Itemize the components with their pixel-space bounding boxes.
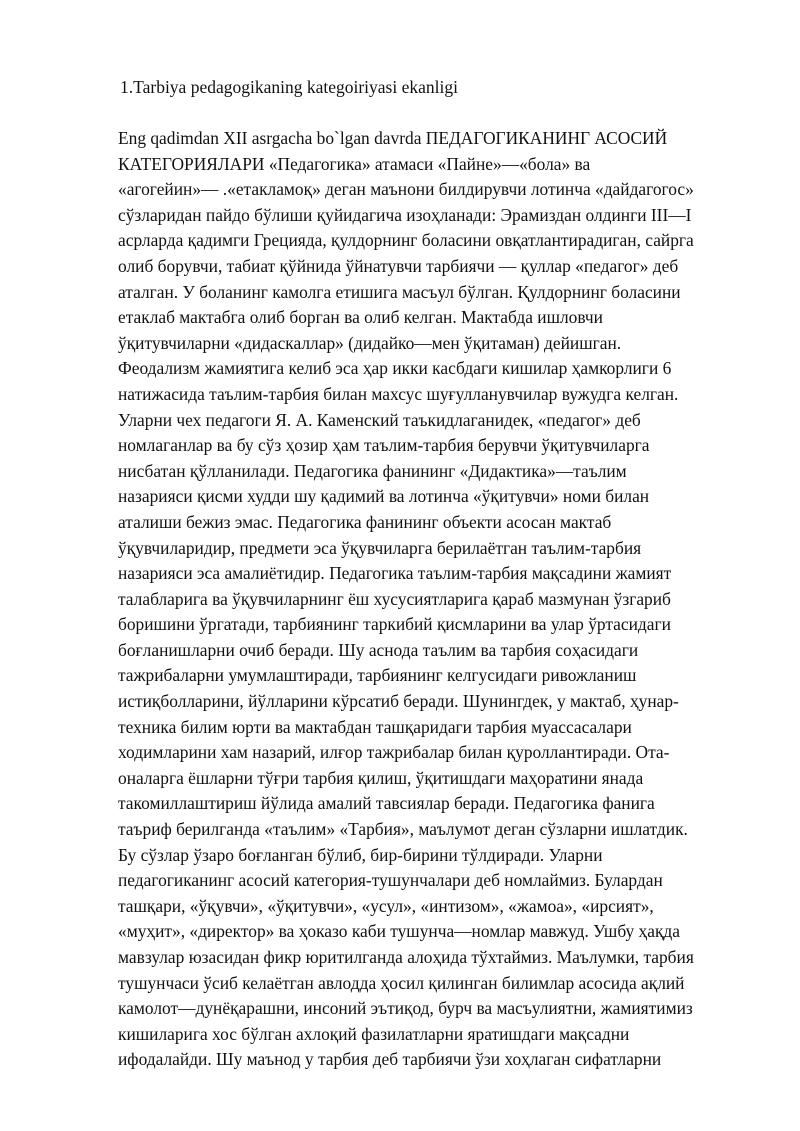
body-text-line: сўзларидан пайдо бўлиши қуйидагича изоҳланади: Эрамиздан олдинги III—I [118,204,692,225]
body-text-line: ташқари, «ўқувчи», «ўқитувчи», «усул», «интизом», «жамоа», «ирсият», [118,895,654,916]
body-text-line: тушунчаси ўсиб келаётган авлодда ҳосил қилинган билимлар асосида ақлий [118,972,685,993]
body-text-line: олиб борувчи, табиат қўйнида ўйнатувчи тарбиячи — қуллар «педагог» деб [118,255,679,276]
body-text-line: Феодализм жамиятига келиб эса ҳар икки касбдаги кишилар ҳамкорлиги 6 [118,358,672,379]
body-text-line: ходимларини хам назарий, илғор тажрибалар билан қуроллантиради. Ота- [118,742,670,763]
body-text-line: «муҳит», «директор» ва ҳоказо каби тушунча—номлар мавжуд. Ушбу ҳақда [118,921,680,942]
body-text [118,126,758,1073]
body-text-line: такомиллаштириш йўлида амалий тавсиялар беради. Педагогика фанига [118,793,655,814]
body-text-line: талабларига ва ўқувчиларнинг ёш хусусиятларига қараб мазмунан ўзгариб [118,588,671,609]
body-text-line: КАТЕГОРИЯЛАРИ «Педагогика» атамаси «Пайне»—«бола» ва [118,153,591,174]
body-text-line: боришини ўргатади, тарбиянинг таркибий қисмларини ва улар ўртасидаги [118,614,671,635]
body-text-line: ўқитувчиларни «дидаскаллар» (дидайко—мен ўқитаман) дейишган. [118,332,622,353]
body-text-line: аталган. У боланинг камолга етишига масъул бўлган. Қулдорнинг боласини [118,281,681,302]
body-text-line: «агогейин»— .«етакламоқ» деган маънони билдирувчи лотинча «дайдагогос» [118,179,694,200]
body-text-line: нисбатан қўлланилади. Педагогика фанининг «Дидактика»—таълим [118,460,627,481]
body-text-line: ифодалайди. Шу маънод у тарбия деб тарбиячи ўзи хоҳлаган сифатларни [118,1049,662,1070]
body-text-line: педагогиканинг асосий категория-тушунчалари деб номлаймиз. Булардан [118,870,663,891]
body-text-line: камолот—дунёқарашни, инсоний эътиқод, бурч ва масъулиятни, жамиятимиз [118,998,693,1019]
section-heading: 1.Tarbiya pedagogikaning kategoiriyasi ekanligi [120,77,458,97]
body-text-line: етаклаб мактабга олиб борган ва олиб келган. Мактабда ишловчи [118,307,603,328]
body-text-line: Уларни чех педагоги Я. А. Каменский таъкидлаганидек, «педагог» деб [118,409,641,430]
body-text-line: аталиши бежиз эмас. Педагогика фанининг объекти асосан мактаб [118,511,612,532]
body-text-line: ўқувчиларидир, предмети эса ўқувчиларга берилаётган таълим-тарбия [118,537,642,558]
body-text-line: мавзулар юзасидан фикр юритилганда алоҳида тўхтаймиз. Маълумки, тарбия [118,947,694,967]
body-text-line: номлаганлар ва бу сўз ҳозир ҳам таълим-тарбия берувчи ўқитувчиларга [118,435,650,456]
body-text-line: истиқболларини, йўлларини кўрсатиб беради. Шунингдек, у мактаб, ҳунар- [118,691,679,712]
body-text-line: натижасида таълим-тарбия билан махсус шуғулланувчилар вужудга келган. [118,383,679,404]
body-text-line: Eng qadimdan XII asrgacha bo`lgan davrda ПЕДАГОГИКАНИНГ АСОСИЙ [118,128,668,148]
body-text-line: асрларда қадимги Грецияда, қулдорнинг боласини овқатлантирадиган, сайрга [118,230,694,251]
body-text-line: кишиларига хос бўлган ахлоқий фазилатларни яратишдаги мақсадни [118,1023,630,1044]
body-text-line: боғланишларни очиб беради. Шу аснода таълим ва тарбия соҳасидаги [118,639,639,660]
body-text-line: оналарга ёшларни тўғри тарбия қилиш, ўқитишдаги маҳоратини янада [118,767,644,788]
body-text-line: тажрибаларни умумлаштиради, тарбиянинг келгусидаги ривожланиш [118,665,637,686]
body-text-line: Бу сўзлар ўзаро боғланган бўлиб, бир-бирини тўлдиради. Уларни [118,844,603,865]
body-text-line: назарияси қисми худди шу қадимий ва лотинча «ўқитувчи» номи билан [118,486,650,507]
body-text-line: таъриф берилганда «таълим» «Тарбия», маълумот деган сўзларни ишлатдик. [118,819,688,840]
body-text-line: назарияси эса амалиётидир. Педагогика таълим-тарбия мақсадини жамият [118,563,672,584]
body-text-line: техника билим юрти ва мактабдан ташқаридаги тарбия муассасалари [118,716,632,737]
